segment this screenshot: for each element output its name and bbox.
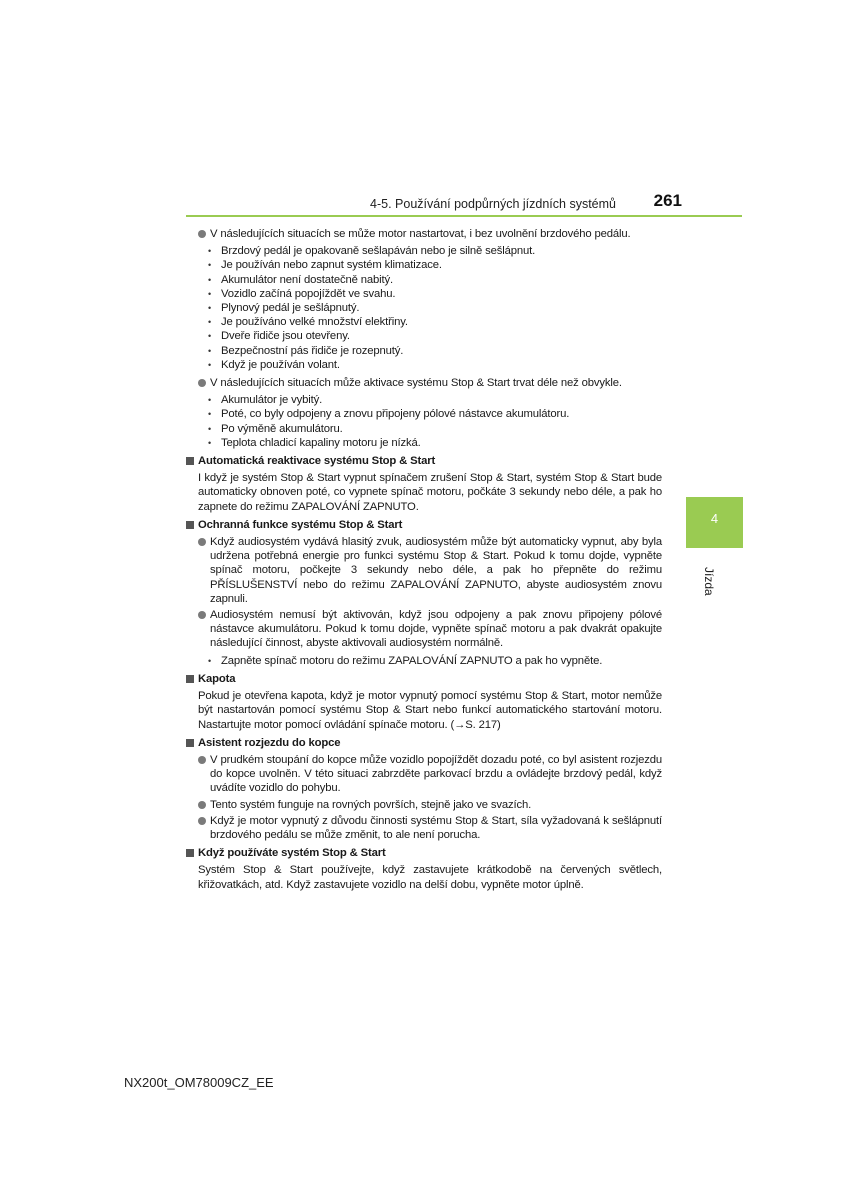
chapter-tab	[686, 497, 743, 548]
paragraph: Systém Stop & Start používejte, když zastavujete krátkodobě na červených světlech, křižovatkách, atd. Když zastavujete vozidlo na delší dobu, vypněte motor úplně.	[198, 864, 662, 891]
list-item: • Zapněte spínač motoru do režimu ZAPALOVÁNÍ ZAPNUTO a pak ho vypněte.	[208, 654, 662, 668]
list-item: • Dveře řidiče jsou otevřeny.	[208, 329, 662, 343]
list-item: • Brzdový pedál je opakovaně sešlapáván nebo je silně sešlápnut.	[208, 244, 662, 258]
chapter-label: Jízda	[702, 567, 716, 596]
section-title: 4-5. Používání podpůrných jízdních systémů	[370, 197, 616, 211]
footer-code: NX200t_OM78009CZ_EE	[124, 1075, 274, 1090]
chapter-label-wrap	[698, 553, 728, 596]
bullet-item: Audiosystém nemusí být aktivován, když jsou odpojeny a pak znovu připojeny pólové nástavce akumulátoru. Pokud k tomu dojde, vypněte spínač motoru a pak dvakrát opakujte následující činnost, abyste aktivovali audiosystém normálně.	[198, 608, 662, 651]
section-heading: Automatická reaktivace systému Stop & Start	[186, 454, 662, 468]
list-item: • Akumulátor je vybitý.	[208, 393, 662, 407]
sub-list-restart-conditions	[208, 244, 662, 372]
page-header	[186, 188, 742, 218]
list-item: • Plynový pedál je sešlápnutý.	[208, 301, 662, 315]
list-item: • Teplota chladicí kapaliny motoru je nízká.	[208, 436, 662, 450]
list-item: • Bezpečnostní pás řidiče je rozepnutý.	[208, 344, 662, 358]
section-heading: Ochranná funkce systému Stop & Start	[186, 518, 662, 532]
page-number: 261	[653, 191, 682, 210]
header-rule	[186, 215, 742, 217]
bullet-item: Tento systém funguje na rovných površích, stejně jako ve svazích.	[198, 798, 662, 812]
list-item: • Je používáno velké množství elektřiny.	[208, 315, 662, 329]
list-item: • Když je používán volant.	[208, 358, 662, 372]
paragraph: Pokud je otevřena kapota, když je motor vypnutý pomocí systému Stop & Start, motor nemůže být nastartován pomocí systému Stop & Start nebo funkcí automatického startování motoru. Nastartujte motor pomocí ovládání spínače motoru. (→S. 217)	[198, 690, 662, 731]
paragraph: I když je systém Stop & Start vypnut spínačem zrušení Stop & Start, systém Stop & Start bude automaticky obnoven poté, co vypnete spínač motoru, počkáte 3 sekundy nebo déle, a pak ho zapnete do režimu ZAPALOVÁNÍ ZAPNUTO.	[198, 472, 662, 513]
page-content	[186, 227, 662, 895]
list-item: • Vozidlo začíná popojíždět ve svahu.	[208, 287, 662, 301]
bullet-item: Když je motor vypnutý z důvodu činnosti systému Stop & Start, síla vyžadovaná k sešlápnutí brzdového pedálu se může změnit, to ale není porucha.	[198, 814, 662, 842]
list-item: • Je používán nebo zapnut systém klimatizace.	[208, 258, 662, 272]
bullet-item: V následujících situacích se může motor nastartovat, i bez uvolnění brzdového pedálu.	[198, 227, 662, 241]
list-item: • Poté, co byly odpojeny a znovu připojeny pólové nástavce akumulátoru.	[208, 407, 662, 421]
sub-list-audio	[208, 654, 662, 668]
section-heading: Kapota	[186, 672, 662, 686]
section-heading: Asistent rozjezdu do kopce	[186, 736, 662, 750]
chapter-number: 4	[710, 511, 719, 526]
bullet-item: V následujících situacích může aktivace systému Stop & Start trvat déle než obvykle.	[198, 376, 662, 390]
bullet-item: V prudkém stoupání do kopce může vozidlo popojíždět dozadu poté, co byl asistent rozjezdu do kopce uvolněn. V této situaci zabrzděte parkovací brzdu a ovládejte brzdový pedál, když uvádíte vozidlo do pohybu.	[198, 753, 662, 796]
section-heading: Když používáte systém Stop & Start	[186, 846, 662, 860]
bullet-item: Když audiosystém vydává hlasitý zvuk, audiosystém může být automaticky vypnut, aby byla udržena potřebná energie pro funkci systému Stop & Start. Pokud k tomu dojde, vypněte spínač motoru, počkejte 3 sekundy nebo déle, a pak ho přepněte do režimu PŘÍSLUŠENSTVÍ nebo do režimu ZAPALOVÁNÍ ZAPNUTO, abyste audiosystém znovu zapnuli.	[198, 535, 662, 606]
sub-list-delay-conditions	[208, 393, 662, 450]
list-item: • Akumulátor není dostatečně nabitý.	[208, 273, 662, 287]
list-item: • Po výměně akumulátoru.	[208, 422, 662, 436]
